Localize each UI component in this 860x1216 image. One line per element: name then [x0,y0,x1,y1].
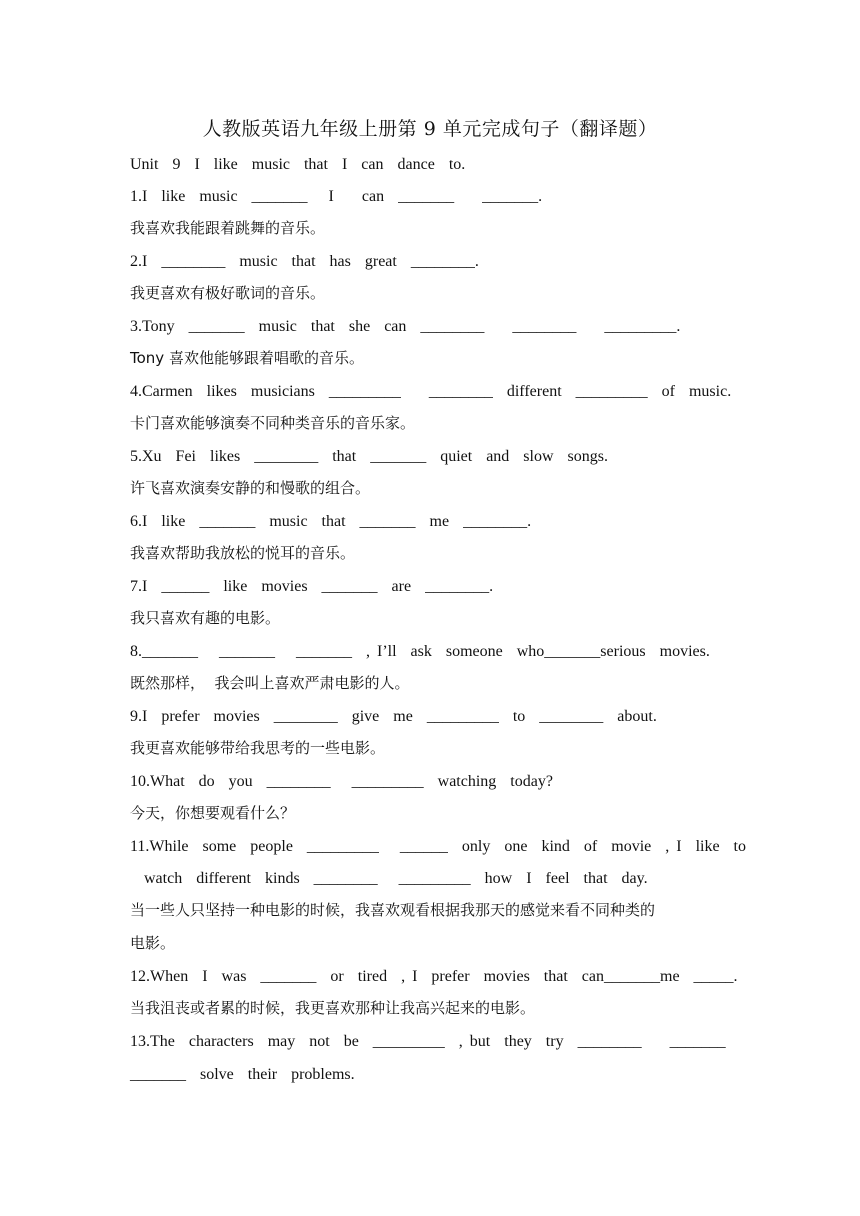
exercise-6-english: 6.I like _______ music that _______ me ________. [130,513,532,530]
unit-subtitle: Unit 9 I like music that I can dance to. [130,156,466,173]
exercise-13-english-line-1: 13.The characters may not be _________ , but they try ________ _______ [130,1033,726,1050]
exercise-12-english: 12.When I was _______ or tired , I prefer movies that can_______me _____. [130,968,738,985]
exercise-11-english-line-1: 11.While some people _________ ______ only one kind of movie , I like to [130,838,746,855]
exercise-6-chinese: 我喜欢帮助我放松的悦耳的音乐。 [130,544,356,562]
exercise-2-chinese: 我更喜欢有极好歌词的音乐。 [130,284,326,302]
exercise-10-english: 10.What do you ________ _________ watching today? [130,773,553,790]
exercise-4-chinese: 卡门喜欢能够演奏不同种类音乐的音乐家。 [130,414,416,432]
exercise-9-english: 9.I prefer movies ________ give me _________ to ________ about. [130,708,657,725]
exercise-7-chinese: 我只喜欢有趣的电影。 [130,609,281,627]
exercise-1-english: 1.I like music _______ I can _______ _______. [130,188,543,205]
exercise-3-english: 3.Tony _______ music that she can ________ ________ _________. [130,318,681,335]
exercise-11-chinese-line-2: 电影。 [130,934,176,952]
exercise-8-english: 8._______ _______ _______ , I’ll ask someone who_______serious movies. [130,643,710,660]
exercise-9-chinese: 我更喜欢能够带给我思考的一些电影。 [130,739,386,757]
exercise-1-chinese: 我喜欢我能跟着跳舞的音乐。 [130,219,326,237]
exercise-4-english: 4.Carmen likes musicians _________ ________ different _________ of music. [130,383,732,400]
exercise-10-chinese: 今天，你想要观看什么？ [130,804,296,822]
exercise-5-english: 5.Xu Fei likes ________ that _______ quiet and slow songs. [130,448,608,465]
exercise-2-english: 2.I ________ music that has great ________. [130,253,479,270]
exercise-11-chinese-line-1: 当一些人只坚持一种电影的时候，我喜欢观看根据我那天的感觉来看不同种类的 [130,901,656,919]
exercise-11-english-line-2: watch different kinds ________ _________ how I feel that day. [130,870,648,887]
exercise-7-english: 7.I ______ like movies _______ are ________. [130,578,494,595]
exercise-5-chinese: 许飞喜欢演奏安静的和慢歌的组合。 [130,479,371,497]
document-title: 人教版英语九年级上册第 9 单元完成句子（翻译题） [202,118,658,140]
exercise-8-chinese: 既然那样， 我会叫上喜欢严肃电影的人。 [130,674,410,692]
exercise-13-english-line-2: _______ solve their problems. [130,1066,355,1083]
exercise-12-chinese: 当我沮丧或者累的时候，我更喜欢那种让我高兴起来的电影。 [130,999,536,1017]
exercise-3-chinese: Tony 喜欢他能够跟着唱歌的音乐。 [130,349,364,367]
